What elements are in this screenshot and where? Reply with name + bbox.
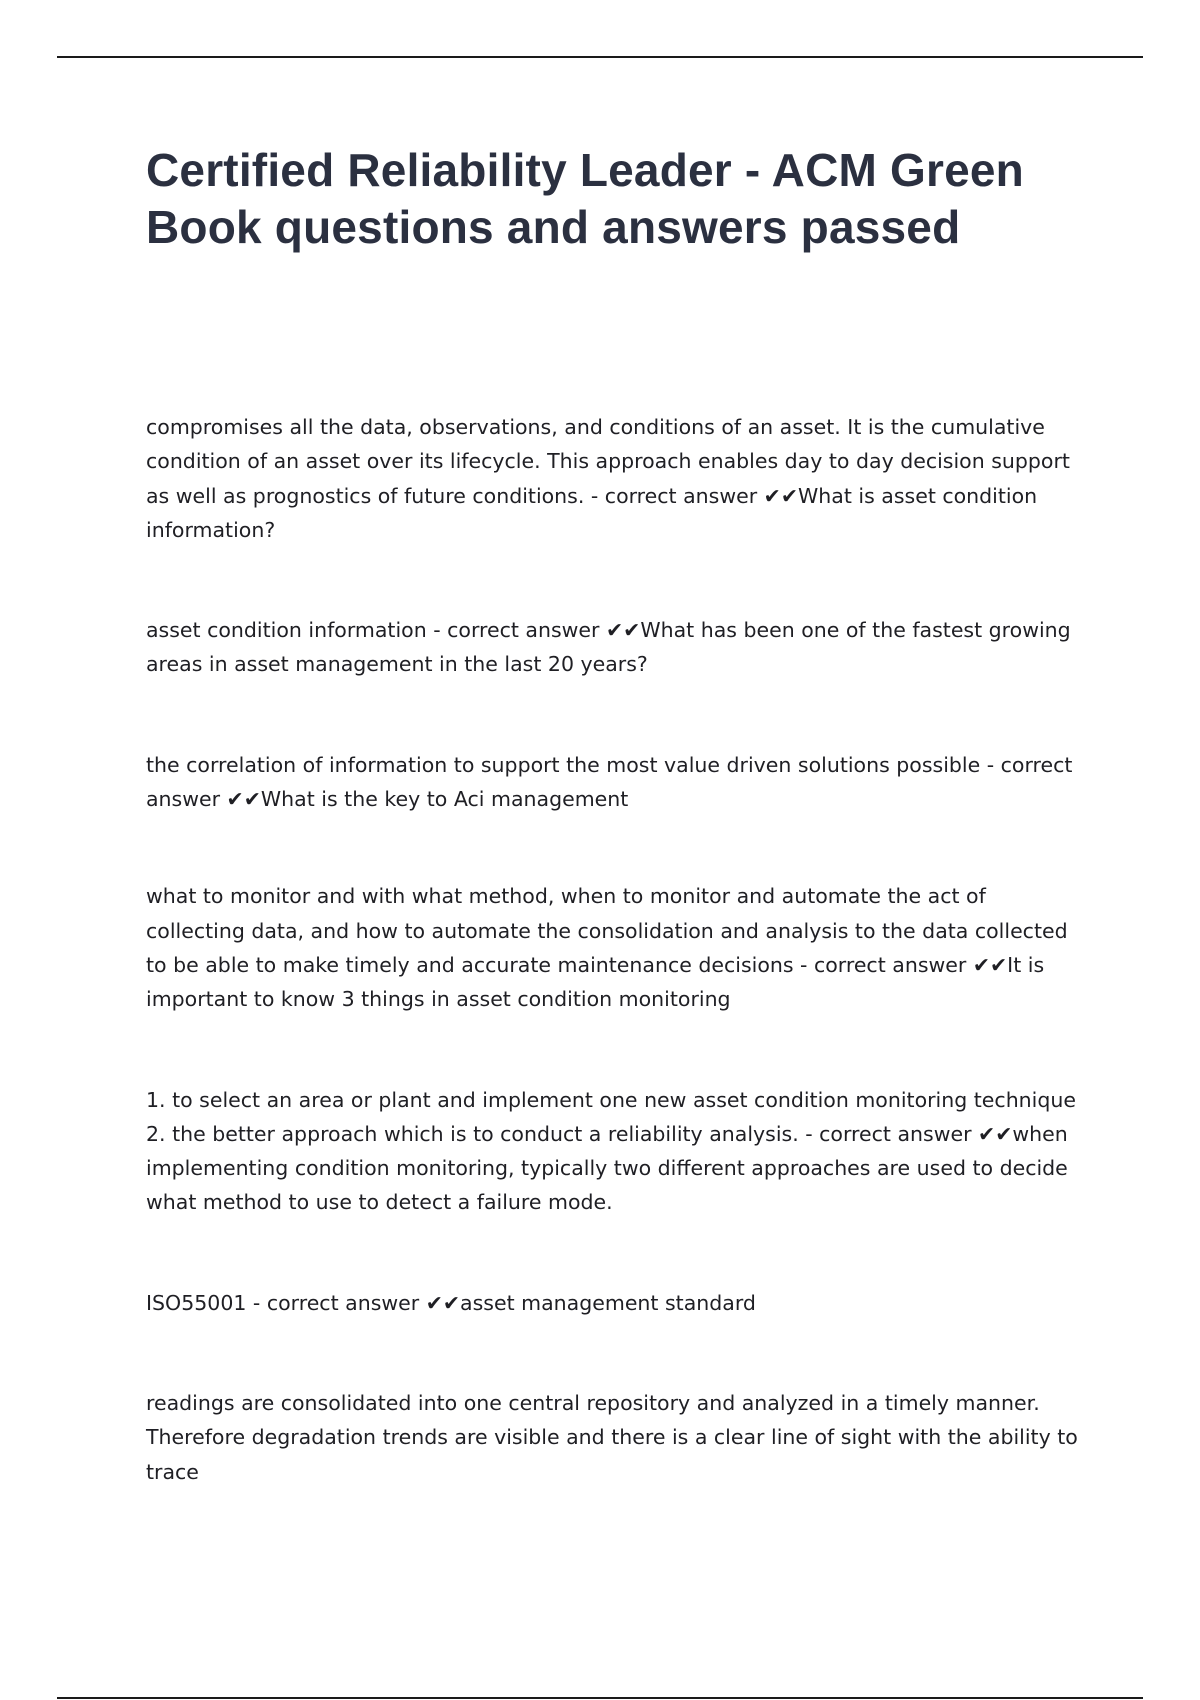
qa-item: asset condition information - correct answer ✔✔What has been one of the fastest growing areas in asset management in the last 20 years?: [146, 618, 1071, 677]
qa-item: the correlation of information to support the most value driven solutions possible - correct answer ✔✔What is the key to Aci management: [146, 752, 1073, 812]
qa-item: readings are consolidated into one central repository and analyzed in a timely manner. Therefore degradation trends are visible and there is a clear line of sight with the ability to trace: [146, 1391, 1078, 1484]
qa-item: compromises all the data, observations, and conditions of an asset. It is the cumulative condition of an asset over its lifecycle. This approach enables day to day decision support as well as prognostics of future conditions. - correct answer ✔✔What is asset condition information?: [146, 415, 1070, 542]
top-rule: [57, 56, 1143, 58]
qa-item: ISO55001 - correct answer ✔✔asset management standard: [146, 1290, 756, 1315]
qa-item: what to monitor and with what method, when to monitor and automate the act of collecting data, and how to automate the consolidation and analysis to the data collected to be able to make timely and accurate maintenance decisions - correct answer ✔✔It is important to know 3 things in asset condition monitoring: [146, 884, 1068, 1012]
qa-item: 1. to select an area or plant and implement one new asset condition monitoring technique 2. the better approach which is to conduct a reliability analysis. - correct answer ✔✔when implementing condition monitoring, typically two different approaches are used to decide what method to use to detect a failure mode.: [146, 1087, 1076, 1215]
qa-list: [146, 410, 1091, 1489]
document-title: Certified Reliability Leader - ACM Green Book questions and answers passed: [146, 144, 1024, 253]
bottom-rule: [57, 1697, 1143, 1699]
